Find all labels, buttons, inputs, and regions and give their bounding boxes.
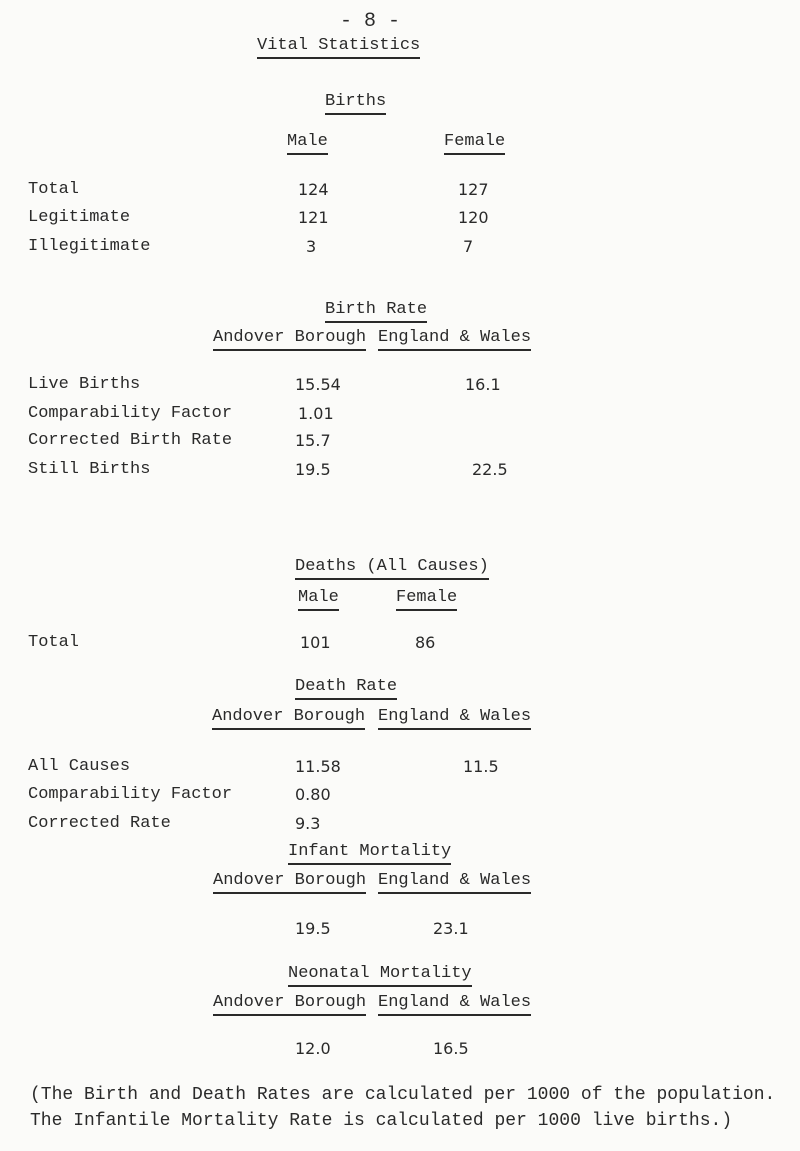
value: 121: [298, 208, 329, 227]
row-label: Total: [28, 180, 80, 199]
page-title: Vital Statistics: [257, 36, 420, 59]
footnote-line: The Infantile Mortality Rate is calculated per 1000 live births.): [30, 1111, 733, 1131]
value: 0.80: [295, 785, 331, 804]
value: 11.58: [295, 757, 341, 776]
col-andover: Andover Borough: [212, 707, 365, 730]
row-label: Total: [28, 633, 80, 652]
value: 15.54: [295, 375, 341, 394]
value: 124: [298, 180, 329, 199]
births-col-male: Male: [287, 132, 328, 155]
row-label: Illegitimate: [28, 237, 151, 256]
col-andover: Andover Borough: [213, 328, 366, 351]
deaths-col-female: Female: [396, 588, 457, 611]
page-number: - 8 -: [340, 10, 401, 33]
col-england-wales: England & Wales: [378, 328, 531, 351]
value: 86: [415, 633, 436, 652]
infant-mortality-heading: Infant Mortality: [288, 842, 451, 865]
neonatal-mortality-heading: Neonatal Mortality: [288, 964, 472, 987]
value: 15.7: [295, 431, 331, 450]
value: 16.5: [433, 1039, 469, 1058]
value: 19.5: [295, 460, 331, 479]
row-label: Comparability Factor: [28, 785, 233, 804]
value: 1.01: [298, 404, 334, 423]
col-england-wales: England & Wales: [378, 707, 531, 730]
value: 9.3: [295, 814, 321, 833]
row-label: Legitimate: [28, 208, 131, 227]
row-label: Still Births: [28, 460, 151, 479]
col-england-wales: England & Wales: [378, 871, 531, 894]
value: 3: [306, 237, 317, 256]
value: 101: [300, 633, 331, 652]
row-label: All Causes: [28, 757, 131, 776]
value: 22.5: [472, 460, 508, 479]
col-andover: Andover Borough: [213, 993, 366, 1016]
births-heading: Births: [325, 92, 386, 115]
row-label: Corrected Rate: [28, 814, 171, 833]
birth-rate-heading: Birth Rate: [325, 300, 427, 323]
footnote-line: (The Birth and Death Rates are calculated per 1000 of the population.: [30, 1085, 776, 1105]
deaths-heading: Deaths (All Causes): [295, 557, 489, 580]
value: 11.5: [463, 757, 499, 776]
value: 127: [458, 180, 489, 199]
row-label: Corrected Birth Rate: [28, 431, 233, 450]
col-andover: Andover Borough: [213, 871, 366, 894]
row-label: Live Births: [28, 375, 141, 394]
births-col-female: Female: [444, 132, 505, 155]
value: 19.5: [295, 919, 331, 938]
deaths-col-male: Male: [298, 588, 339, 611]
row-label: Comparability Factor: [28, 404, 233, 423]
value: 23.1: [433, 919, 469, 938]
col-england-wales: England & Wales: [378, 993, 531, 1016]
value: 12.0: [295, 1039, 331, 1058]
death-rate-heading: Death Rate: [295, 677, 397, 700]
value: 120: [458, 208, 489, 227]
value: 7: [463, 237, 474, 256]
value: 16.1: [465, 375, 501, 394]
